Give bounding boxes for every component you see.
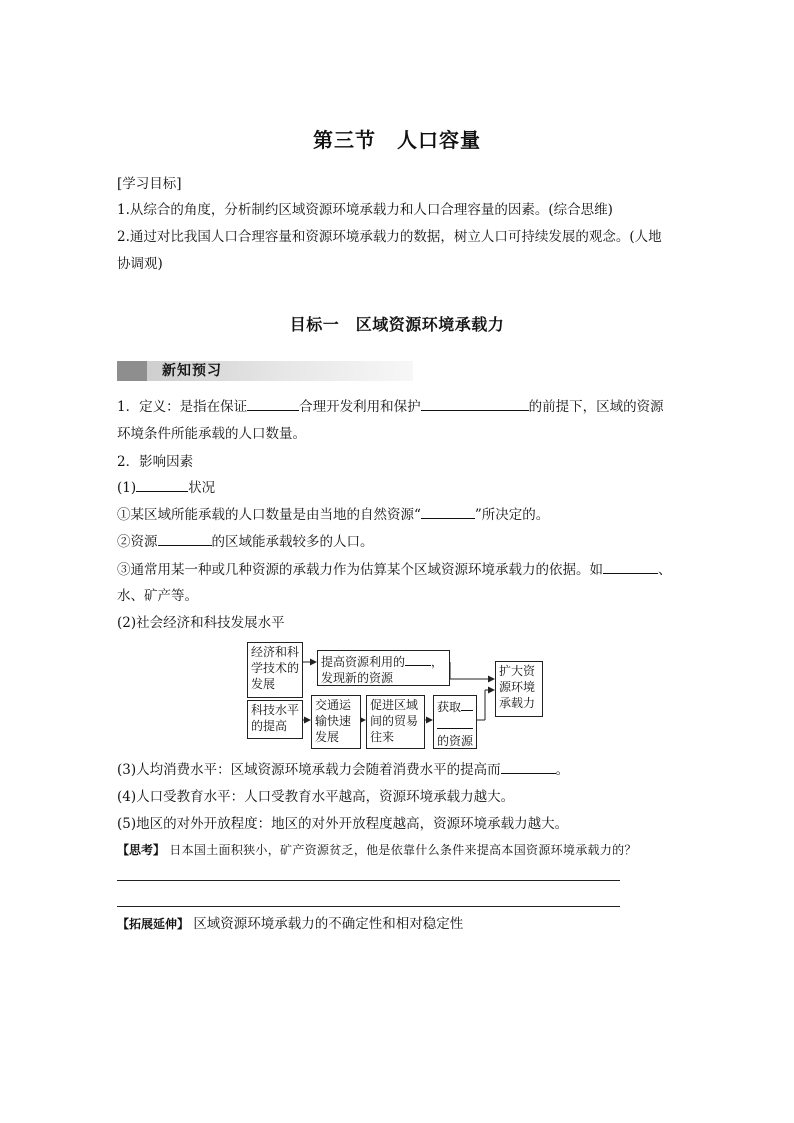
factor-3-text-a: (3)人均消费水平：区域资源环境承载力会随着消费水平的提高而	[117, 762, 501, 778]
factor-2-line: (2)社会经济和科技发展水平	[117, 615, 285, 631]
section-banner	[117, 361, 413, 381]
think-question	[117, 840, 637, 860]
fill-blank[interactable]	[405, 652, 431, 666]
think-text: 日本国土面积狭小，矿产资源贫乏，他是依靠什么条件来提高本国资源环境承载力的？	[169, 843, 637, 857]
objectives-header: [学习目标]	[117, 176, 182, 192]
point-2-text-b: 的区域能承载较多的人口。	[211, 534, 374, 550]
factor-1-point-3-cont: 水、矿产等。	[117, 588, 198, 604]
diagram-box-trade: 促进区域间的贸易往来	[366, 695, 425, 749]
factor-1-point-1	[117, 505, 549, 525]
diagram-box-obtain	[433, 695, 477, 749]
banner-label: 新知预习	[162, 363, 222, 379]
definition-text-c: 的前提下，区域的资源	[528, 399, 664, 415]
answer-line[interactable]	[117, 880, 620, 881]
fill-blank[interactable]	[437, 715, 473, 729]
think-tag: 【思考】	[117, 843, 166, 857]
definition-line-2: 环境条件所能承载的人口数量。	[117, 426, 306, 442]
fill-blank[interactable]	[421, 397, 529, 411]
fill-blank[interactable]	[461, 697, 473, 711]
definition-line	[117, 397, 664, 417]
factor-4-line: (4)人口受教育水平：人口受教育水平越高，资源环境承载力越大。	[117, 789, 515, 805]
definition-text-b: 合理开发利用和保护	[299, 399, 421, 415]
point-1-text-b: ”所决定的。	[474, 507, 550, 523]
diagram-box-efficiency	[317, 650, 450, 686]
factor-1-text: 状况	[188, 480, 216, 496]
fill-blank[interactable]	[603, 560, 658, 574]
factor-1-point-3	[117, 560, 672, 580]
box-7-text-b: 的资源	[437, 734, 474, 748]
fill-blank[interactable]	[247, 397, 299, 411]
fill-blank[interactable]	[136, 478, 188, 492]
factor-3-text-b: 。	[555, 762, 570, 778]
point-1-text-a: ①某区域所能承载的人口数量是由当地的自然资源“	[117, 507, 421, 523]
box-7-text-a: 获取	[437, 700, 462, 714]
point-3-text-b: 、	[658, 562, 672, 578]
diagram-box-economy: 经济和科学技术的发展	[247, 642, 303, 698]
definition-text-a: 1．定义：是指在保证	[117, 399, 248, 415]
extension-text: 区域资源环境承载力的不确定性和相对稳定性	[193, 916, 464, 932]
objective-item-2-cont: 协调观)	[117, 256, 163, 272]
diagram-box-expand: 扩大资源环境承载力	[495, 661, 543, 717]
box-2-text-a: 提高资源利用的	[321, 655, 406, 669]
fill-blank[interactable]	[501, 760, 556, 774]
diagram-box-transport: 交通运输快速发展	[311, 695, 361, 749]
factors-heading: 2．影响因素	[117, 454, 194, 470]
objective-item-1: 1.从综合的角度，分析制约区域资源环境承载力和人口合理容量的因素。(综合思维)	[117, 202, 613, 218]
box-2-text-b: ，	[431, 655, 444, 669]
fill-blank[interactable]	[421, 505, 475, 519]
point-2-text-a: ②资源	[117, 534, 158, 550]
point-3-text-a: ③通常用某一种或几种资源的承载力作为估算某个区域资源环境承载力的依据。如	[117, 562, 603, 578]
flow-diagram	[245, 640, 570, 752]
factor-1-point-2	[117, 532, 374, 552]
banner-accent-block	[117, 361, 147, 381]
factor-1-line	[117, 478, 215, 498]
extension-tag: 【拓展延伸】	[117, 917, 190, 931]
section-title: 目标一 区域资源环境承载力	[289, 315, 505, 334]
page-title: 第三节 人口容量	[313, 128, 481, 152]
extension-line	[117, 914, 463, 934]
box-2-text-c: 发现新的资源	[321, 671, 394, 685]
fill-blank[interactable]	[158, 532, 212, 546]
answer-line[interactable]	[117, 906, 620, 907]
objective-item-2: 2.通过对比我国人口合理容量和资源环境承载力的数据，树立人口可持续发展的观念。(人地	[117, 229, 662, 245]
factor-3-line	[117, 760, 569, 780]
factor-5-line: (5)地区的对外开放程度：地区的对外开放程度越高，资源环境承载力越大。	[117, 816, 569, 832]
factor-1-number: (1)	[117, 480, 137, 496]
diagram-box-tech: 科技水平的提高	[247, 700, 303, 739]
